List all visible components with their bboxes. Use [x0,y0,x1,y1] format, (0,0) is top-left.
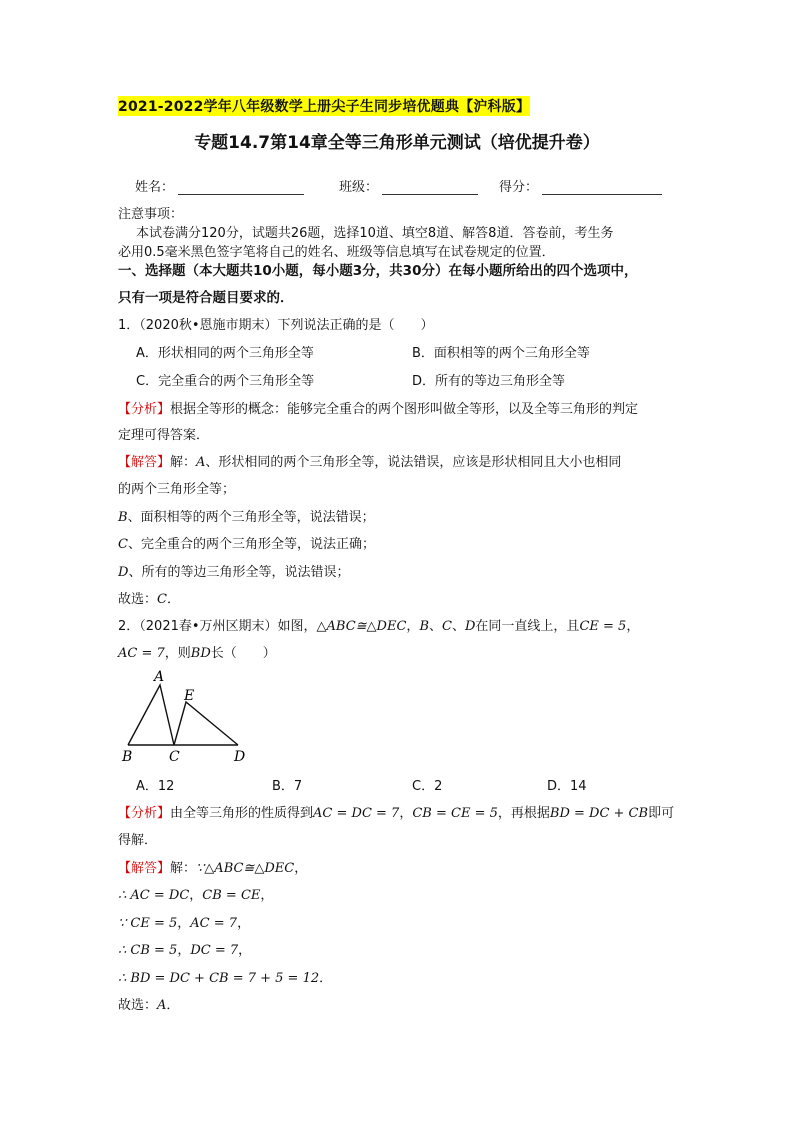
stem-math: CE = 5 [579,619,627,634]
analysis-text: ， [399,806,413,821]
answer-line: 的两个三角形全等； [118,482,236,497]
proof-step [118,884,273,903]
stem-math: BD [190,646,211,661]
answer-line [118,506,375,525]
analysis-text: 根据全等形的概念：能够完全重合的两个图形叫做全等形，以及全等三角形的判定 [170,402,639,417]
proof-step [118,967,332,986]
answer-line [118,857,307,876]
stem-math: △ABC≅△DEC [316,619,407,634]
analysis-line: 得解． [118,833,158,848]
analysis-math: AC = DC = 7 [313,806,400,821]
analysis-text: ，再根据 [497,806,550,821]
choice-line [118,994,179,1013]
step-math: ∵ CE = 5 [118,916,178,931]
step-math: AC = 7 [190,916,238,931]
stem-text: 、 [451,619,465,634]
answer-text: 解： [170,455,197,470]
point-label-d: D [234,749,246,765]
analysis-math: CB = CE = 5 [412,806,498,821]
triangle-abc [128,685,174,745]
step-text: ． [319,971,333,986]
notice-line: 本试卷满分120分，试题共26题，选择10道、填空8道、解答8道．答卷前，考生务 [136,226,614,241]
choice-suffix: ． [166,998,180,1013]
option-a: A．12 [136,779,175,794]
step-text: ， [177,916,191,931]
stem-text: 、 [429,619,443,634]
stem-text: 长（ ） [210,646,276,661]
section-heading: 一、选择题（本大题共10小题，每小题3分，共30分）在每小题所给出的四个选项中， [118,263,638,279]
answer-var: B [118,510,128,525]
analysis-line [118,398,638,417]
point-label-b: B [122,749,133,765]
name-label: 姓名： [135,180,175,195]
step-text: ， [177,943,191,958]
triangle-figure [118,668,258,768]
point-label-a: A [154,669,165,685]
point-label-c: C [169,749,180,765]
analysis-math: BD = DC + CB [549,806,649,821]
analysis-line [118,802,674,821]
choice-prefix: 故选： [118,998,158,1013]
option-b: B．7 [272,779,303,794]
answer-var: C [118,537,128,552]
stem-text: ， [626,619,640,634]
step-text: ， [260,888,274,903]
score-field-row [499,176,662,195]
question-stem [118,642,276,661]
question-stem: 1．（2020秋•恩施市期末）下列说法正确的是（ ） [118,318,434,333]
name-blank[interactable] [178,180,304,195]
name-field-row [135,176,304,195]
class-label: 班级： [339,180,379,195]
triangle-dec [174,702,238,745]
option-c: C．完全重合的两个三角形全等 [136,374,315,389]
answer-text: 、形状相同的两个三角形全等，说法错误，应该是形状相同且大小也相同 [205,455,622,470]
analysis-tag: 【分析】 [118,806,171,821]
option-d: D．所有的等边三角形全等 [412,374,566,389]
answer-line [118,533,375,552]
analysis-text: 即可 [648,806,675,821]
analysis-line: 定理可得答案． [118,428,210,443]
answer-tag: 【解答】 [118,861,171,876]
stem-text: ，则 [164,646,191,661]
choice-var: A [157,998,167,1013]
analysis-text: 由全等三角形的性质得到 [170,806,314,821]
step-math: CB = CE [202,888,261,903]
proof-step [118,939,251,958]
answer-math: ∵△ABC≅△DEC [196,861,295,876]
option-c: C．2 [412,779,443,794]
option-a: A．形状相同的两个三角形全等 [136,346,314,361]
answer-var: D [118,565,129,580]
option-d: D．14 [547,779,587,794]
page-title: 专题14.7第14章全等三角形单元测试（培优提升卷） [194,133,600,153]
answer-text: 解： [170,861,197,876]
step-math: ∴ AC = DC [118,888,190,903]
choice-line [118,588,180,607]
answer-var: A [196,455,206,470]
stem-math: C [442,619,452,634]
step-math: ∴ BD = DC + CB = 7 + 5 = 12 [118,971,320,986]
choice-suffix: ． [166,592,180,607]
stem-text: ， [406,619,420,634]
notice-title: 注意事项： [118,207,184,222]
answer-text: 、所有的等边三角形全等，说法错误； [128,565,350,580]
score-label: 得分： [499,180,539,195]
option-b: B．面积相等的两个三角形全等 [412,346,590,361]
class-blank[interactable] [382,180,478,195]
answer-tag: 【解答】 [118,455,171,470]
section-heading: 只有一项是符合题目要求的． [118,290,294,306]
stem-math: B [419,619,429,634]
analysis-tag: 【分析】 [118,402,171,417]
step-math: ∴ CB = 5 [118,943,178,958]
step-text: ， [238,943,252,958]
step-text: ， [237,916,251,931]
stem-math: AC = 7 [118,646,165,661]
class-field-row [339,176,478,195]
step-math: DC = 7 [190,943,239,958]
choice-prefix: 故选： [118,592,158,607]
stem-math: D [464,619,476,634]
answer-text: ， [294,861,308,876]
stem-text: 2．（2021春•万州区期末）如图， [118,619,317,634]
answer-text: 、完全重合的两个三角形全等，说法正确； [127,537,375,552]
score-blank[interactable] [542,180,662,195]
answer-text: 、面积相等的两个三角形全等，说法错误； [127,510,375,525]
point-label-e: E [184,688,195,704]
answer-line [118,561,349,580]
answer-line [118,451,621,470]
question-stem [118,615,639,634]
choice-var: C [157,592,167,607]
proof-step [118,912,250,931]
stem-text: 在同一直线上，且 [475,619,580,634]
series-title: 2021-2022学年八年级数学上册尖子生同步培优题典【沪科版】 [118,96,530,116]
step-text: ， [189,888,203,903]
notice-line: 必用0.5毫米黑色签字笔将自己的姓名、班级等信息填写在试卷规定的位置． [118,245,555,260]
